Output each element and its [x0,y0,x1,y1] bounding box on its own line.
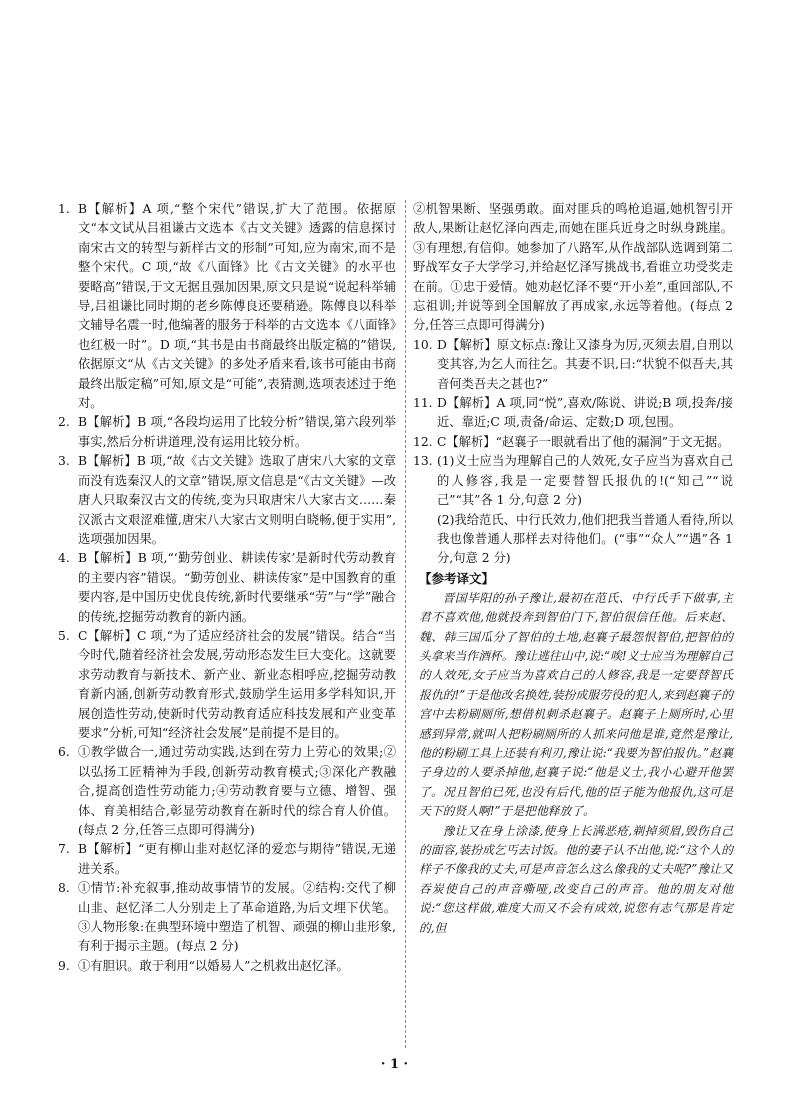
answer-item [58,452,396,549]
item-number: 7. [58,842,70,857]
item-number: 11. [413,396,433,411]
item-number: 5. [58,628,70,643]
answer-item [58,879,396,957]
item-number: 6. [58,745,70,760]
item-text: C【解析】“赵襄子一眼就看出了他的漏洞”于文无据。 [437,434,730,449]
answer-item [413,394,733,433]
item-text: D【解析】原文标点:豫让又漆身为厉,灭须去眉,自刑以变其容,为乞人而往乞。其妻不识,曰:“状貌不似吾夫,其音何类吾夫之甚也?” [437,337,733,391]
item-number: 4. [58,551,70,566]
item-text: ①教学做合一,通过劳动实践,达到在劳力上劳心的效果;②以弘扬工匠精神为手段,创新劳动教育模式;③深化产教融合,提高创造性劳动能力;④劳动教育要与立德、增智、强体、育美相结合,彰显劳动教育在新时代的综合育人价值。(每点 2 分,任答三点即可得满分) [78,745,396,837]
item-text: B【解析】B 项,“‘勤劳创业、耕读传家’是新时代劳动教育的主要内容”错误。“勤劳创业、耕读传家”是中国教育的重要内容,是中国历史优良传统,新时代要继承“劳”与“学”融合的传统,挖掘劳动教育的新内涵。 [78,551,396,624]
translation-paragraph: 豫让又在身上涂漆,使身上长满恶疮,剃掉须眉,毁伤自己的面容,装扮成乞丐去讨饭。他的妻子认不出他,说:“这个人的样子不像我的丈夫,可是声音怎么这么像我的丈夫呢?”豫让又吞炭使自己的声音嘶哑,改变自己的声音。他的朋友对他说:“您这样做,难度大而又不会有成效,说您有志气那是肯定的,但 [419,823,733,935]
item-text: B【解析】“更有柳山韭对赵忆泽的爱恋与期待”错误,无递进关系。 [78,842,396,876]
item-number: 3. [58,454,70,469]
translation-paragraph: 晋国毕阳的孙子豫让,最初在范氏、中行氏手下做事,主君不喜欢他,他就投奔到智伯门下,智伯很信任他。后来赵、魏、韩三国瓜分了智伯的土地,赵襄子最怨恨智伯,把智伯的头拿来当作酒杯。豫让逃往山中,说:“唉!义士应当为理解自己的人效死,女子应当为喜欢自己的人修容,我是一定要替智氏报仇的!”于是他改名换姓,装扮成服劳役的犯人,来到赵襄子的宫中去粉刷厕所,想借机刺杀赵襄子。赵襄子上厕所时,心里感到异常,就叫人把粉刷厕所的人抓来问他是谁,竟然是豫让,他的粉刷工具上还装有利刃,豫让说:“我要为智伯报仇。”赵襄子身边的人要杀掉他,赵襄子说:“他是义士,我小心避开他罢了。况且智伯已死,也没有后代,他的臣子能为他报仇,这可是天下的贤人啊!”于是把他释放了。 [419,590,733,819]
right-column [413,200,733,938]
answer-item [58,627,396,743]
item13-part2: (2)我给范氏、中行氏效力,他们把我当普通人看待,所以我也像普通人那样去对待他们。(“事”“众人”“遇”各 1 分,句意 2 分) [437,512,733,566]
item-text: B【解析】B 项,“各段均运用了比较分析”错误,第六段列举事实,然后分析讲道理,没有运用比较分析。 [78,415,396,449]
item-text: D【解析】A 项,同“悦”,喜欢/陈说、讲说;B 项,投奔/接近、靠近;C 项,责备/命运、定数;D 项,包围。 [437,396,733,430]
answer-item [413,336,733,394]
item-text: ①情节:补充叙事,推动故事情节的发展。②结构:交代了柳山韭、赵忆泽二人分别走上了革命道路,为后文埋下伏笔。③人物形象:在典型环境中塑造了机智、顽强的柳山韭形象,有利于揭示主题。(每点 2 分) [78,881,396,954]
reference-translation-title: 【参考译文】 [419,570,495,586]
answer-item [58,549,396,627]
left-column [58,200,396,976]
answer-item [58,840,396,879]
item-number: 8. [58,881,70,896]
answer-item [58,743,396,840]
page-number: · 1 · [380,1057,409,1072]
item-number: 1. [58,202,70,216]
answer-item [413,452,733,510]
answer-item [58,413,396,452]
answer-item [413,433,733,452]
item-number: 13. [413,454,433,469]
item-number: 12. [413,434,433,449]
item-text: B【解析】A 项,“整个宋代”错误,扩大了范围。依据原文“本文试从吕祖谦古文选本《古文关键》透露的信息探讨南宋古文的转型与新样古文的形制”可知,应为南宋,而不是整个宋代。C 项,“故《八面锋》比《古文关键》的水平也要略高”错误,于文无据且强加因果,原文只是说“说起科举辅导,吕祖谦比同时期的老乡陈傅良还要稍逊。陈傅良以科举文辅导名震一时,他编著的服务于科举的古文选本《八面锋》也红极一时”。D 项,“其书是由书商最终出版定稿的”错误,依据原文“从《古文关键》的多处矛盾来看,该书可能由书商最终出版定稿”可知,原文是“可能”,表猜测,选项表述过于绝对。 [78,202,396,411]
item-text: B【解析】B 项,“故《古文关键》选取了唐宋八大家的文章而没有选秦汉人的文章”错误,原文信息是“《古文关键》—改唐人只取秦汉古文的传统,变为只取唐宋八大家古文……秦汉派古文艰涩难懂,唐宋八大家古文则明白晓畅,便于实用”,选项强加因果。 [78,454,396,546]
item-number: 10. [413,337,433,352]
answer-item [58,957,396,976]
item-number: 2. [58,415,70,430]
answer-item [58,200,396,413]
item-text: C【解析】C 项,“为了适应经济社会的发展”错误。结合“当今时代,随着经济社会发展,劳动形态发生巨大变化。这就要求劳动教育与新技术、新产业、新业态相呼应,挖掘劳动教育新内涵,创新劳动教育形式,鼓励学生运用多学科知识,开展创造性劳动,使新时代劳动教育适应科技发展和产业变革要求”分析,可知“经济社会发展”是前提不是目的。 [78,628,396,740]
column-divider [405,200,406,1048]
item9-continuation: ②机智果断、坚强勇敢。面对匪兵的鸣枪追逼,她机智引开敌人,果断让赵忆泽向西走,而她在匪兵近身之时纵身跳崖。③有理想,有信仰。她参加了八路军,从作战部队选调到第二野战军女子大学学习,并给赵忆泽写挑战书,看谁立功受奖走在前。①忠于爱情。她劝赵忆泽不要“开小差”,重回部队,不忘祖训;并说等到全国解放了再成家,永远等着他。(每点 2 分,任答三点即可得满分) [413,202,733,333]
item-text: ①有胆识。敢于利用“以婚易人”之机救出赵忆泽。 [78,958,349,973]
item-number: 9. [58,958,70,973]
item-text: (1)义士应当为理解自己的人效死,女子应当为喜欢自己的人修容,我是一定要替智氏报仇的!(“知己”“说己”“其”各 1 分,句意 2 分) [437,454,733,508]
